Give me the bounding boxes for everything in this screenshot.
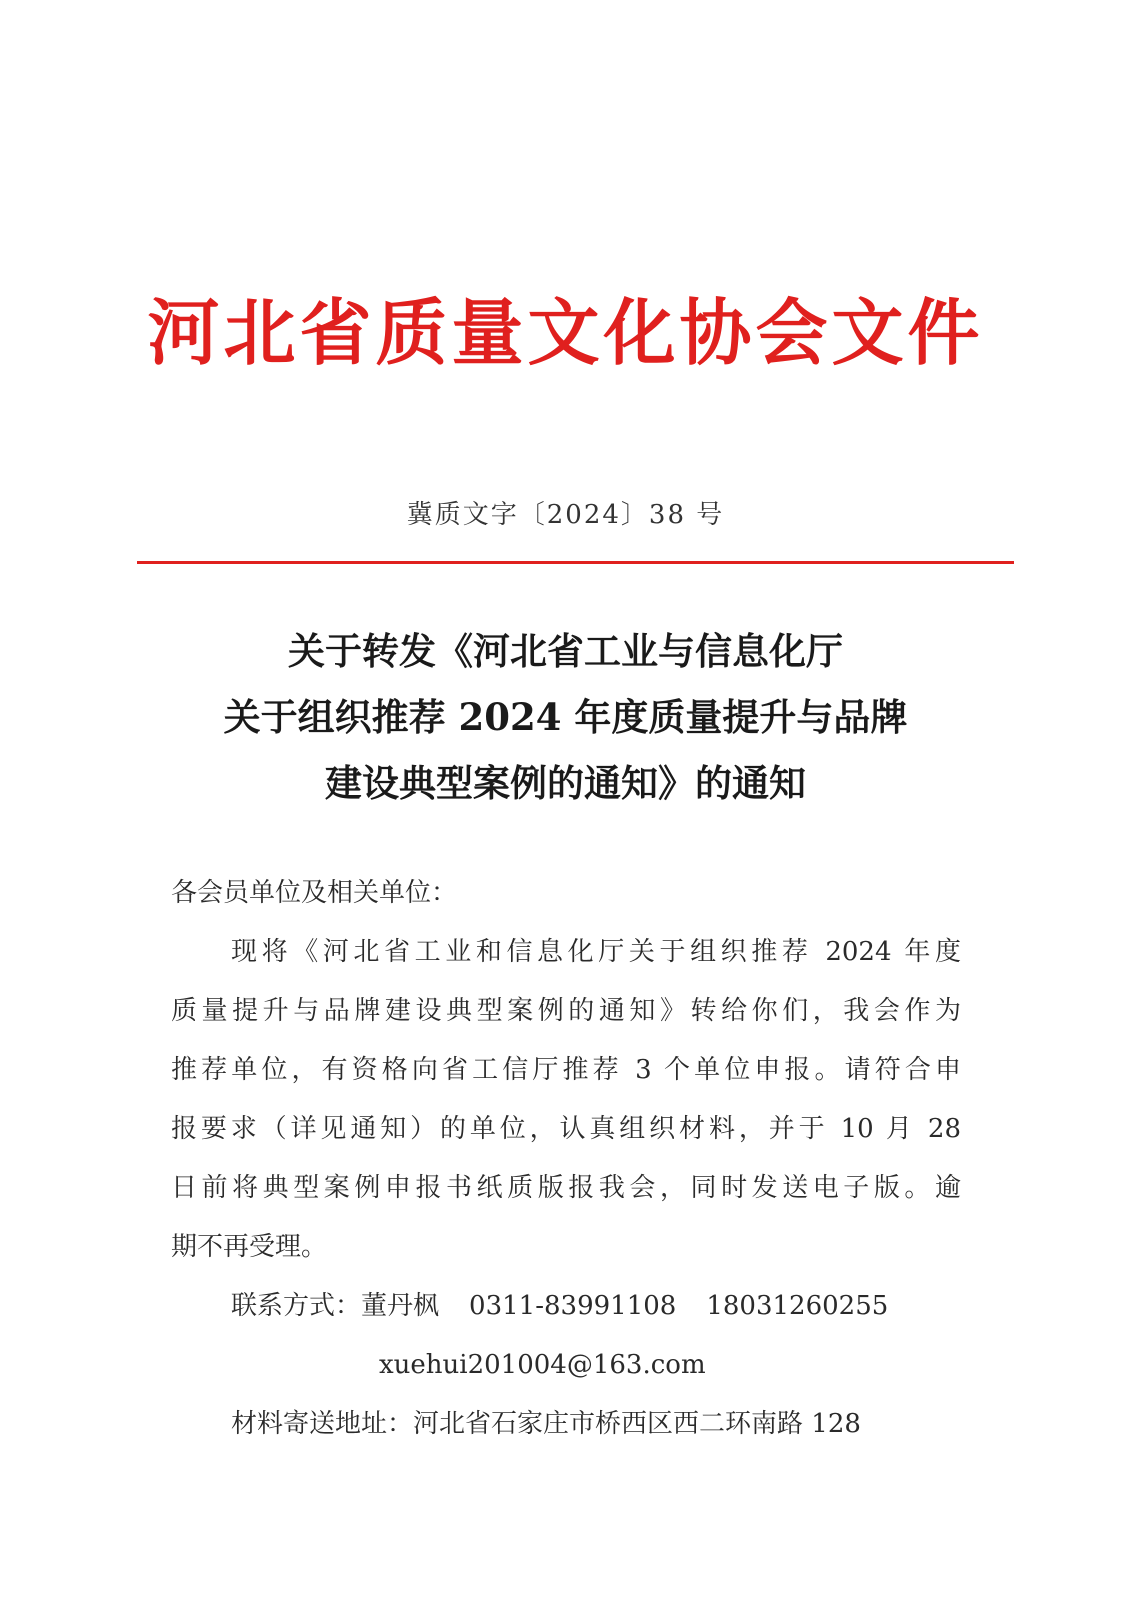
paragraph-line: 期不再受理。 <box>171 1232 328 1262</box>
paragraph-line: 现将《河北省工业和信息化厅关于组织推荐 2024 年度 <box>231 937 961 967</box>
paragraph-line: 质量提升与品牌建设典型案例的通知》转给你们，我会作为 <box>171 996 961 1026</box>
salutation: 各会员单位及相关单位： <box>171 878 458 908</box>
address-label: 材料寄送地址： <box>231 1409 414 1439</box>
notice-title-line: 建设典型案例的通知》的通知 <box>325 761 806 805</box>
contact-label: 联系方式： <box>231 1291 362 1321</box>
red-divider <box>137 561 1014 564</box>
contact-name: 董丹枫 <box>361 1291 440 1321</box>
address-line <box>171 1395 961 1454</box>
paragraph-line: 推荐单位，有资格向省工信厅推荐 3 个单位申报。请符合申 <box>171 1055 961 1085</box>
contact-mobile: 18031260255 <box>706 1291 889 1321</box>
contact-email: xuehui201004@163.com <box>379 1350 706 1380</box>
contact-phone: 0311-83991108 <box>469 1291 677 1321</box>
contact-line <box>171 1277 961 1336</box>
address-value: 河北省石家庄市桥西区西二环南路 128 <box>413 1409 861 1439</box>
notice-body <box>171 864 961 1454</box>
paragraph-line: 日前将典型案例申报书纸质版报我会，同时发送电子版。逾 <box>171 1173 961 1203</box>
document-number: 冀质文字〔2024〕38 号 <box>406 500 725 530</box>
notice-title-line: 关于组织推荐 2024 年度质量提升与品牌 <box>223 695 908 739</box>
notice-title-line: 关于转发《河北省工业与信息化厅 <box>288 629 843 673</box>
paragraph-line: 报要求（详见通知）的单位，认真组织材料，并于 10 月 28 <box>171 1114 961 1144</box>
masthead-title: 河北省质量文化协会文件 <box>147 290 984 375</box>
notice-title <box>120 618 1011 816</box>
